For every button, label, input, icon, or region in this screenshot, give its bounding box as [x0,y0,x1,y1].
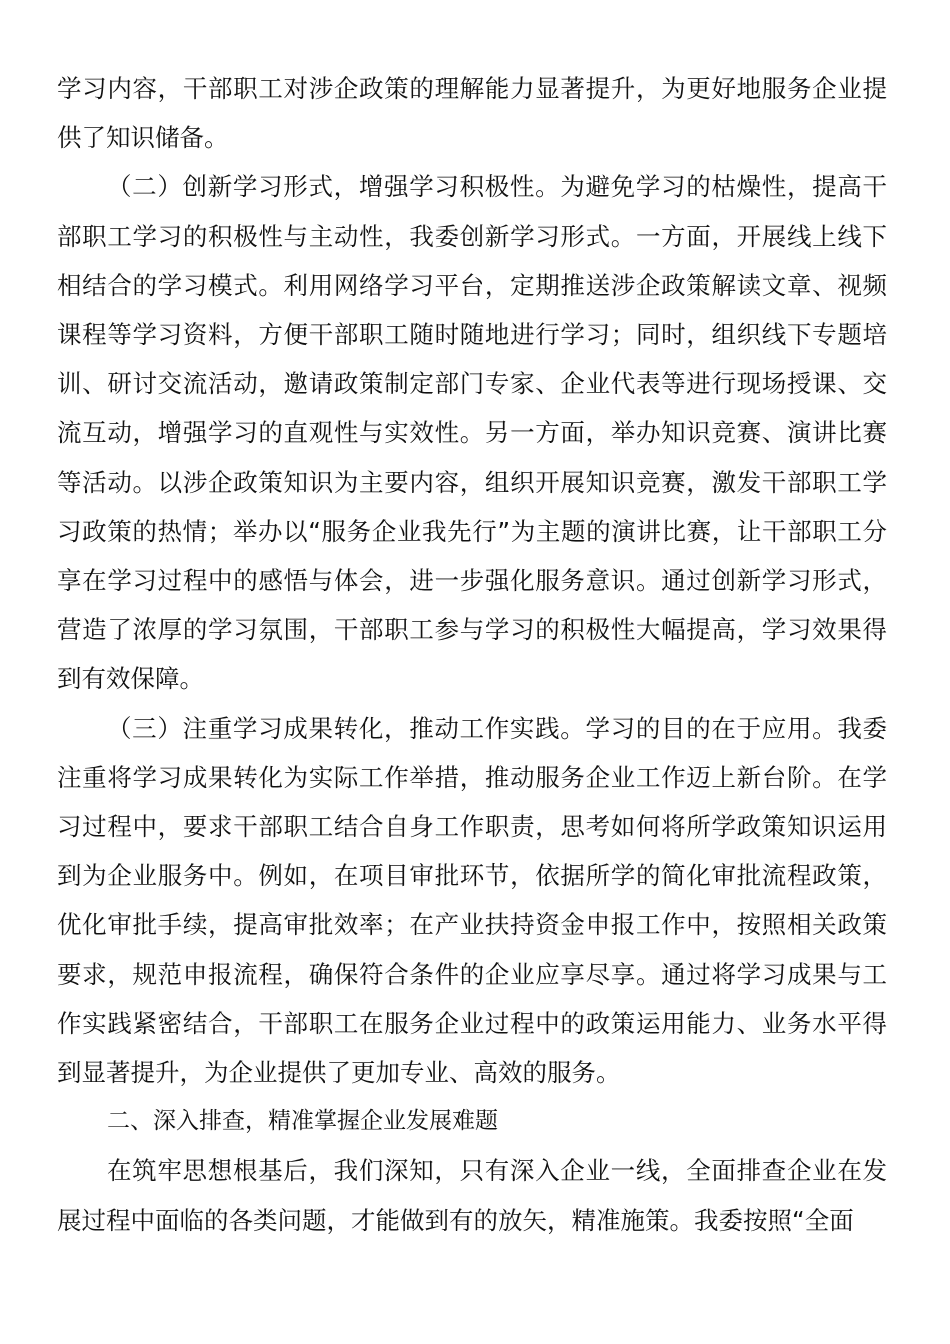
paragraph-section-3: （三）注重学习成果转化，推动工作实践。学习的目的在于应用。我委注重将学习成果转化为实际工作举措，推动服务企业工作迈上新台阶。在学习过程中，要求干部职工结合自身工作职责，思考如何将所学政策知识运用到为企业服务中。例如，在项目审批环节，依据所学的简化审批流程政策，优化审批手续，提高审批效率；在产业扶持资金申报工作中，按照相关政策要求，规范申报流程，确保符合条件的企业应享尽享。通过将学习成果与工作实践紧密结合，干部职工在服务企业过程中的政策运用能力、业务水平得到显著提升，为企业提供了更加专业、高效的服务。 [57,713,887,1088]
paragraph-continuation: 学习内容，干部职工对涉企政策的理解能力显著提升，为更好地服务企业提供了知识储备。 [57,74,887,153]
paragraph-section-2: （二）创新学习形式，增强学习积极性。为避免学习的枯燥性，提高干部职工学习的积极性与主动性，我委创新学习形式。一方面，开展线上线下相结合的学习模式。利用网络学习平台，定期推送涉企政策解读文章、视频课程等学习资料，方便干部职工随时随地进行学习；同时，组织线下专题培训、研讨交流活动，邀请政策制定部门专家、企业代表等进行现场授课、交流互动，增强学习的直观性与实效性。另一方面，举办知识竞赛、演讲比赛等活动。以涉企政策知识为主要内容，组织开展知识竞赛，激发干部职工学习政策的热情；举办以“服务企业我先行”为主题的演讲比赛，让干部职工分享在学习过程中的感悟与体会，进一步强化服务意识。通过创新学习形式，营造了浓厚的学习氛围，干部职工参与学习的积极性大幅提高，学习效果得到有效保障。 [57,172,887,694]
paragraph-section-intro: 在筑牢思想根基后，我们深知，只有深入企业一线，全面排查企业在发展过程中面临的各类问题，才能做到有的放矢，精准施策。我委按照“全面 [57,1156,887,1235]
document-body [57,64,887,1245]
section-heading: 二、深入排查，精准掌握企业发展难题 [107,1108,498,1135]
